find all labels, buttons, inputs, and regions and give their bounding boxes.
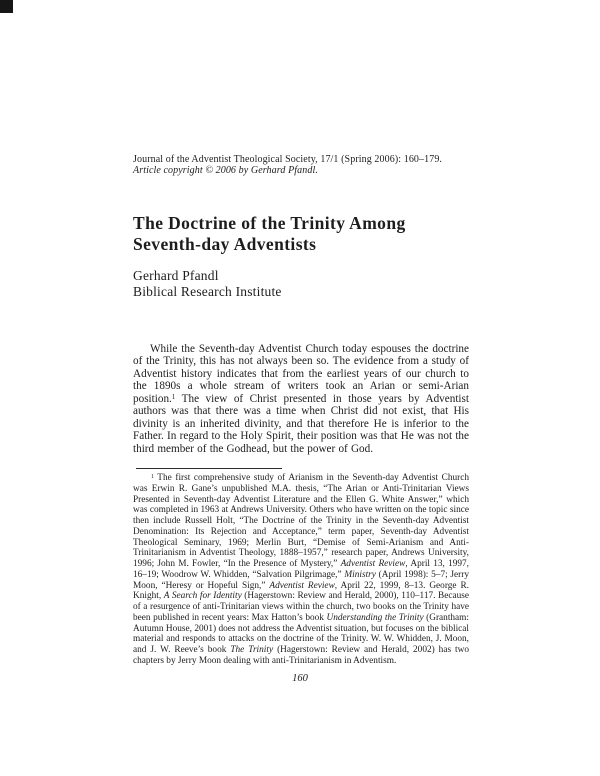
scan-corner-artifact xyxy=(0,0,13,13)
journal-citation-line: Journal of the Adventist Theological Society, 17/1 (Spring 2006): 160–179. xyxy=(133,154,443,165)
footnote-separator-rule xyxy=(136,468,282,469)
body-paragraph: While the Seventh-day Adventist Church today espouses the doctrine of the Trinity, this has not always been so. The evidence from a study of Adventist history indicates that from the earliest years of our church to the 1890s a whole stream of writers took an Arian or semi-Arian position.$^1$ The view of Christ presented in those years by Adventist authors was that there was a time when Christ did not exist, that His divinity is an inherited divinity, and that therefore He is inferior to the Father. In regard to the Holy Spirit, their position was that He was not the third member of the Godhead, but the power of God. xyxy=(133,343,469,455)
article-title xyxy=(133,213,478,254)
author-block xyxy=(133,268,473,299)
article-title-line-1: The Doctrine of the Trinity Among xyxy=(133,213,406,233)
copyright-line: Article copyright © 2006 by Gerhard Pfandl. xyxy=(133,165,318,177)
journal-header xyxy=(133,154,473,177)
footnote-text: $^1$ The first comprehensive study of Arianism in the Seventh-day Adventist Church was Erwin R. Gane’s unpublished M.A. thesis, “The Arian or Anti-Trinitarian Views Presented in Seventh-day Adventist Literature and the Ellen G. White Answer,” which was completed in 1963 at Andrews University. Others who have written on the topic since then include Russell Holt, “The Doctrine of the Trinity in the Seventh-day Adventist Denomination: Its Rejection and Acceptance,” term paper, Seventh-day Adventist Theological Seminary, 1969; Merlin Burt, “Demise of Semi-Arianism and Anti-Trinitarianism in Adventist Theology, 1888–1957,” research paper, Andrews University, 1996; John M. Fowler, “In the Presence of Mystery,” Adventist Review, April 13, 1997, 16–19; Woodrow W. Whidden, “Salvation Pilgrimage,” Ministry (April 1998): 5–7; Jerry Moon, “Heresy or Hopeful Sign,” Adventist Review, April 22, 1999, 8–13. George R. Knight, A Search for Identity (Hagerstown: Review and Herald, 2000), 110–117. Because of a resurgence of anti-Trinitarian views within the church, two books on the Trinity have been published in recent years: Max Hatton’s book Understanding the Trinity (Grantham: Autumn House, 2001) does not address the Adventist situation, but focuses on the biblical material and responds to attacks on the doctrine of the Trinity. W. W. Whidden, J. Moon, and J. W. Reeve’s book The Trinity (Hagerstown: Review and Herald, 2002) has two chapters by Jerry Moon dealing with anti-Trinitarianism in Adventism. xyxy=(133,473,470,666)
author-affiliation: Biblical Research Institute xyxy=(133,283,282,299)
author-name: Gerhard Pfandl xyxy=(133,268,219,283)
article-title-line-2: Seventh-day Adventists xyxy=(133,233,317,254)
page-number: 160 xyxy=(292,673,308,684)
